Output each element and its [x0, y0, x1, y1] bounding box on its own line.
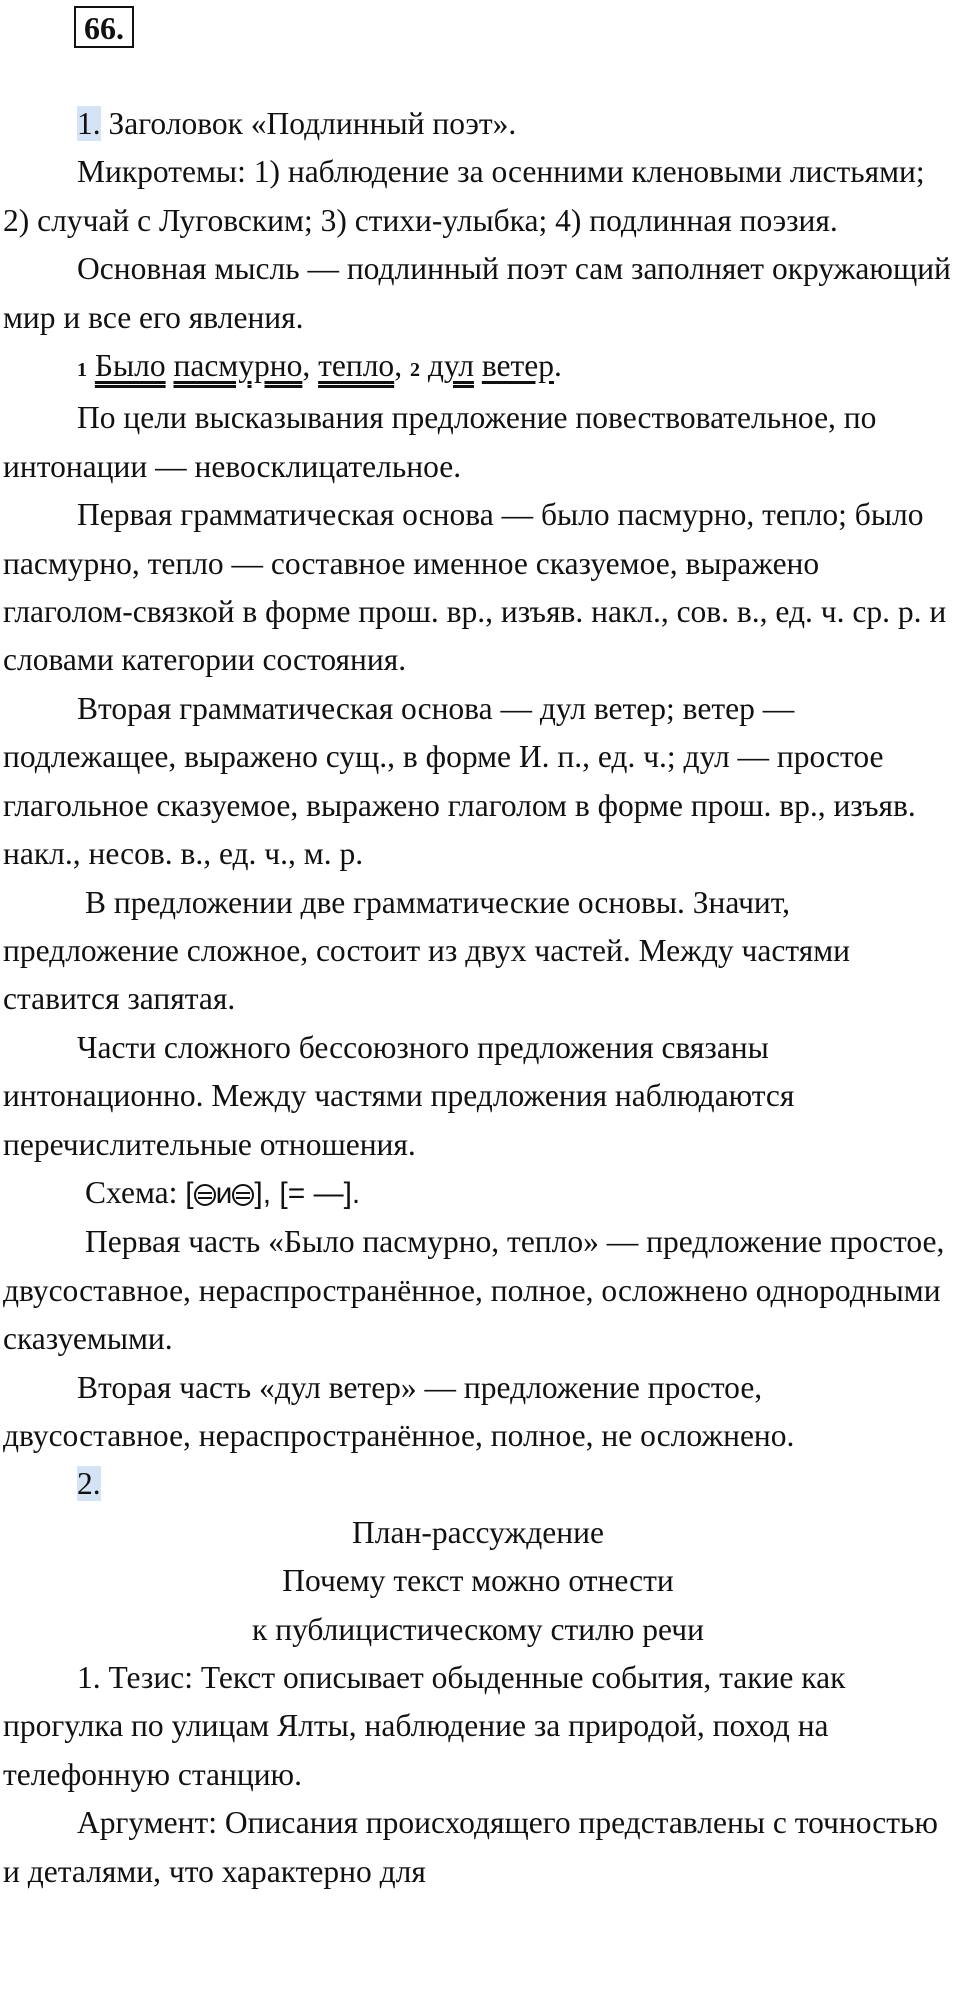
paragraph-first-part: Первая часть «Было пасмурно, тепло» — предложение простое, двусоставное, нераспространённое, полное, осложнено однородными сказуемыми. — [3, 1224, 945, 1357]
comma-2: , — [394, 348, 410, 384]
plan-title-line-1: План-рассуждение — [352, 1514, 604, 1550]
paragraph-first-basis: Первая грамматическая основа — было пасмурно, тепло; было пасмурно, тепло — составное именное сказуемое, выражено глаголом-связкой в форме прош. вр., изъяв. накл., сов. в., ед. ч. ср. р. и словами категории состояния. — [3, 497, 947, 678]
predicate-word-3: тепло — [318, 348, 395, 384]
schema-rest: ], [= —]. — [254, 1176, 361, 1210]
predicate-circle-icon — [194, 1184, 216, 1206]
predicate-circle-icon — [232, 1184, 254, 1206]
plan-title-line-3: к публицистическому стилю речи — [252, 1611, 704, 1647]
document-body — [3, 100, 953, 1896]
title-text: Заголовок «Подлинный поэт». — [100, 106, 517, 141]
predicate-word-1: Было — [94, 348, 166, 384]
paragraph-purpose: По цели высказывания предложение повествовательное, по интонации — невосклицательное. — [3, 400, 877, 484]
paragraph-two-bases: В предложении две грамматические основы. Значит, предложение сложное, состоит из двух частей. Между частями ставится запятая. — [3, 884, 850, 1017]
predicate-word-2: пасмурно — [173, 348, 303, 384]
paragraph-item-2 — [3, 1460, 953, 1508]
schema-conj: и — [215, 1176, 233, 1210]
part-number-1: 1 — [77, 359, 87, 382]
paragraph-argument: Аргумент: Описания происходящего представлены с точностью и деталями, что характерно для — [3, 1805, 938, 1889]
task-number: 66. — [74, 6, 134, 48]
paragraph-main-idea: Основная мысль — подлинный поэт сам заполняет окружающий мир и все его явления. — [3, 251, 951, 335]
comma-1: , — [302, 348, 319, 384]
paragraph-title — [3, 100, 953, 148]
analyzed-sentence — [3, 342, 953, 394]
item-number-1: 1. — [77, 106, 101, 141]
schema-label: Схема: — [85, 1174, 186, 1210]
schema-open-bracket: [ — [185, 1176, 194, 1210]
paragraph-thesis: 1. Тезис: Текст описывает обыденные события, такие как прогулка по улицам Ялты, наблюдение за природой, поход на телефонную станцию. — [3, 1660, 846, 1792]
paragraph-schema — [3, 1169, 953, 1218]
paragraph-relations: Части сложного бессоюзного предложения связаны интонационно. Между частями предложения наблюдаются перечислительные отношения. — [3, 1029, 795, 1162]
predicate-word-4: дул — [427, 348, 474, 384]
part-number-2: 2 — [409, 359, 420, 382]
item-number-2: 2. — [77, 1466, 101, 1502]
plan-title-line-2: Почему текст можно отнести — [282, 1563, 674, 1599]
paragraph-second-basis: Вторая грамматическая основа — дул ветер; ветер — подлежащее, выражено сущ., в форме И. п., ед. ч.; дул — простое глагольное сказуемое, выражено глаголом в форме прош. вр., изъяв. накл., несов. в., ед. ч., м. р. — [3, 690, 916, 872]
paragraph-second-part: Вторая часть «дул ветер» — предложение простое, двусоставное, нераспространённое, полное, не осложнено. — [3, 1369, 795, 1453]
period: . — [553, 348, 562, 384]
paragraph-microtopics: Микротемы: 1) наблюдение за осенними кленовыми листьями; 2) случай с Луговским; 3) стихи-улыбка; 4) подлинная поэзия. — [3, 154, 925, 238]
subject-word: ветер — [481, 348, 554, 384]
